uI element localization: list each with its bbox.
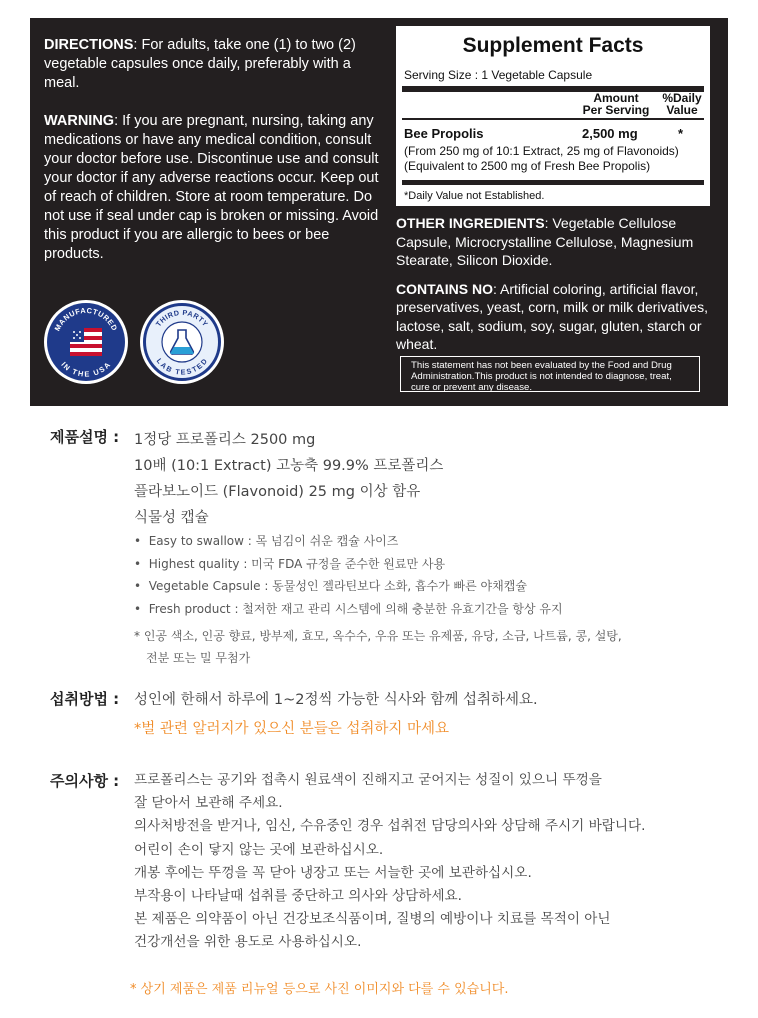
warning-paragraph bbox=[44, 112, 384, 264]
ingredient-name: Bee Propolis bbox=[404, 126, 484, 141]
allergy-warning: *벌 관련 알러지가 있으신 분들은 섭취하지 마세요 bbox=[134, 721, 450, 737]
sf-footnote: *Daily Value not Established. bbox=[404, 190, 545, 202]
sf-divider-thick-bottom bbox=[402, 180, 704, 185]
svg-text:MANUFACTURED: MANUFACTURED bbox=[52, 305, 120, 333]
svg-text:LAB TESTED: LAB TESTED bbox=[154, 356, 210, 377]
svg-text:THIRD PARTY: THIRD PARTY bbox=[153, 307, 211, 329]
intake-text: 성인에 한해서 하루에 1~2정씩 가능한 식사와 함께 섭취하세요. bbox=[134, 692, 538, 708]
flask-icon bbox=[140, 300, 224, 384]
product-description-label: 제품설명 : bbox=[50, 428, 120, 446]
third-party-lab-tested-badge bbox=[140, 300, 224, 384]
caution-label: 주의사항 : bbox=[50, 772, 120, 790]
warning-text: : If you are pregnant, nursing, taking any medications or have any medical condition, consult your doctor before use. Discontinue use and consult your doctor if any adverse reactions occur. Keep out of reach of children. Store at room temperature. Do not use if seal under cap is broken or missing. Avoid this product if you are allergic to bees or bee products. bbox=[44, 113, 379, 262]
badges bbox=[44, 300, 244, 390]
product-label-panel bbox=[30, 18, 728, 406]
intake-label: 섭취방법 : bbox=[50, 690, 120, 708]
sf-divider bbox=[402, 118, 704, 120]
list-item: • Easy to swallow : 목 넘김이 쉬운 캡슐 사이즈 bbox=[134, 534, 399, 548]
serving-size: Serving Size : 1 Vegetable Capsule bbox=[404, 68, 593, 82]
free-from-note: * 인공 색소, 인공 향료, 방부제, 효모, 옥수수, 우유 또는 유제품, 유당, 소금, 나트륨, 콩, 설탕, 전분 또는 밀 무첨가 bbox=[134, 629, 622, 665]
caution-lines: 프로폴리스는 공기와 접촉시 원료색이 진해지고 굳어지는 성질이 있으니 뚜껑을 잘 닫아서 보관해 주세요. 의사처방전을 받거나, 임신, 수유중인 경우 섭취전 담당의사와 상담해 주시기 바랍니다. 어린이 손이 닿지 않는 곳에 보관하십시오. 개봉 후에는 뚜껑을 꼭 닫아 냉장고 또는 서늘한 곳에 보관하십시오. 부작용이 나타날때 섭취를 중단하고 의사와 상담하세요. 본 제품은 의약품이 아닌 건강보조식품이며, 질병의 예방이나 치료를 목적이 아닌 건강개선을 위한 용도로 사용하십시오. bbox=[134, 772, 646, 951]
usa-flag-icon bbox=[44, 300, 128, 384]
daily-value-header: %Daily Value bbox=[662, 91, 702, 117]
product-description-lines: 1정당 프로폴리스 2500 mg 10배 (10:1 Extract) 고농축 99.9% 프로폴리스 플라보노이드 (Flavonoid) 25 mg 이상 함유 식물성 캡슐 bbox=[134, 432, 444, 526]
list-item: • Vegetable Capsule : 동물성인 젤라틴보다 소화, 흡수가 빠른 야채캡슐 bbox=[134, 579, 527, 593]
directions-text: : For adults, take one (1) to two (2) vegetable capsules once daily, preferably with a meal. bbox=[44, 37, 356, 91]
ingredient-amount: 2,500 mg bbox=[582, 126, 638, 141]
ingredient-notes: (From 250 mg of 10:1 Extract, 25 mg of Flavonoids) (Equivalent to 2500 mg of Fresh Bee Propolis) bbox=[404, 144, 679, 173]
product-features-list bbox=[134, 530, 563, 620]
directions-paragraph bbox=[44, 36, 384, 93]
ingredients-column bbox=[396, 214, 714, 364]
supplement-facts-title: Supplement Facts bbox=[462, 34, 644, 57]
list-item: • Fresh product : 철저한 재고 관리 시스템에 의해 충분한 유효기간을 항상 유지 bbox=[134, 601, 563, 616]
supplement-facts-table bbox=[396, 26, 710, 206]
made-in-usa-badge bbox=[44, 300, 128, 384]
other-ingredients-paragraph: OTHER INGREDIENTS: Vegetable Cellulose Capsule, Microcrystalline Cellulose, Magnesium Stearate, Silicon Dioxide. bbox=[396, 215, 694, 268]
svg-text:IN THE USA: IN THE USA bbox=[59, 360, 113, 379]
directions-warning-column bbox=[44, 36, 384, 283]
fda-disclaimer: This statement has not been evaluated by the Food and Drug Administration.This product is not intended to diagnose, treat, cure or prevent any disease. bbox=[400, 356, 700, 392]
footer-note: * 상기 제품은 제품 리뉴얼 등으로 사진 이미지와 다를 수 있습니다. bbox=[130, 982, 509, 997]
directions-heading: DIRECTIONS bbox=[44, 37, 134, 53]
warning-heading: WARNING bbox=[44, 113, 115, 129]
contains-no-paragraph: CONTAINS NO: Artificial coloring, artificial flavor, preservatives, yeast, corn, milk or milk derivatives, lactose, salt, sodium, soy, sugar, gluten, starch or wheat. bbox=[396, 280, 708, 352]
amount-header: Amount Per Serving bbox=[582, 91, 650, 117]
ingredient-daily-value: * bbox=[678, 126, 684, 141]
list-item: • Highest quality : 미국 FDA 규정을 준수한 원료만 사용 bbox=[134, 556, 446, 571]
